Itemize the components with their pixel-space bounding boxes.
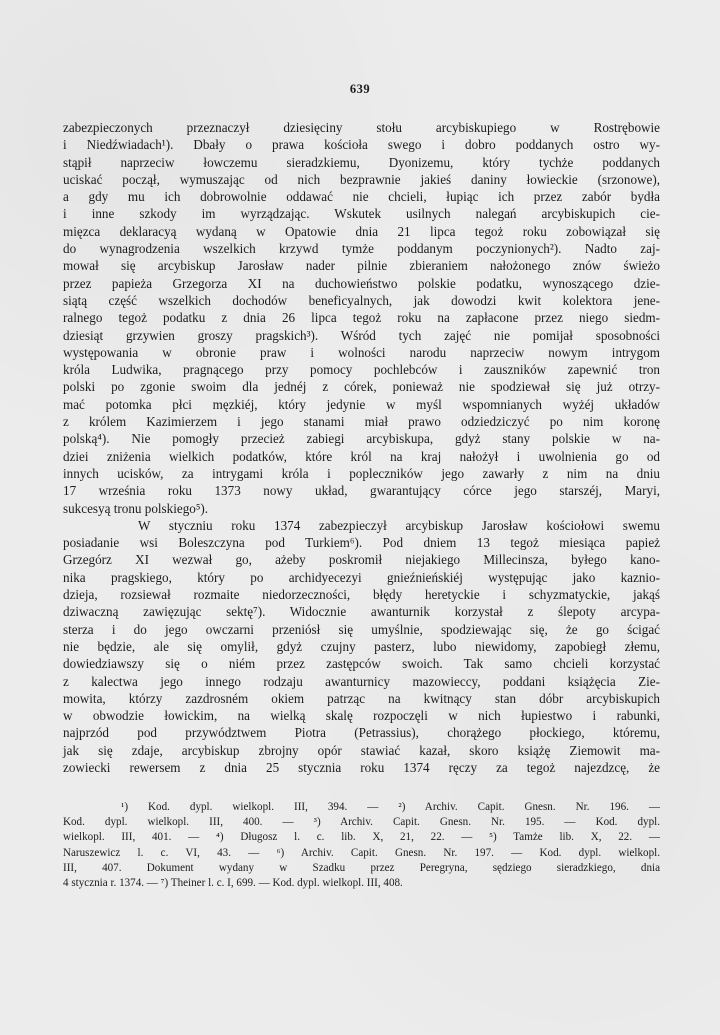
body-line: dzieja, rozsiewał rozmaite niedorzeczności, błędy heretyckie i schyzmatyckie, jakąś	[63, 587, 660, 603]
footnote-line: Naruszewicz l. c. VI, 43. — ⁶) Archiv. Capit. Gnesn. Nr. 197. — Kod. dypl. wielkopl.	[63, 846, 660, 859]
body-line: i inne szkody im wyrządzając. Wskutek usilnych nalegań arcybiskupich cie-	[63, 206, 660, 222]
body-line: a gdy mu ich dobrowolnie oddawać nie chcieli, łupiąc ich przez zabór bydła	[63, 189, 660, 205]
body-line: mował się arcybiskup Jarosław nader pilnie zbieraniem nałożonego znów świeżo	[63, 258, 660, 274]
body-line: do wynagrodzenia wszelkich krzywd tymże poddanym poczynionych²). Nadto zaj-	[63, 241, 660, 257]
body-text	[63, 119, 660, 776]
body-line: zowiecki rewersem z dnia 25 stycznia roku 1374 ręczy za tegoż najezdzcę, że	[63, 759, 660, 775]
body-line: z królem Kazimierzem i jego stanami miał prawo odziedziczyć po nim koronę	[63, 414, 660, 430]
body-line: sukcesyą tronu polskiego⁵).	[63, 500, 209, 516]
body-line: mać potomka płci męzkiéj, który jedynie w myśl wspomnianych wyżéj układów	[63, 396, 660, 412]
footnote-line: ¹) Kod. dypl. wielkopl. III, 394. — ²) Archiv. Capit. Gnesn. Nr. 196. —	[121, 801, 660, 813]
body-line: zabezpieczonych przeznaczył dziesięciny stołu arcybiskupiego w Rostrębowie	[63, 120, 660, 135]
body-line: nika pragskiego, który po archidyecezyi gnieźnieńskiéj występując jako kaznio-	[63, 569, 660, 585]
body-line: 17 września roku 1373 nowy układ, gwarantujący córce jego starszéj, Maryi,	[63, 483, 660, 499]
body-line: przez papieża Grzegorza XI na duchowieństwo polskie podatku, wynoszącego dzie-	[63, 275, 660, 291]
footnote-line: wielkopl. III, 401. — ⁴) Długosz l. c. lib. X, 21, 22. — ⁵) Tamże lib. X, 22. —	[63, 831, 660, 844]
body-line: innych ucisków, za intrygami króla i popleczników jego zawarły z nim na dniu	[63, 465, 660, 481]
body-line: i Niedźwiadach¹). Dbały o prawa kościoła swego i dobro poddanych ostro wy-	[63, 137, 660, 153]
page-number: 639	[349, 82, 371, 96]
body-line: dowiedziawszy się o niém przez zastępców swoich. Tak samo chcieli korzystać	[63, 656, 660, 672]
body-line: polską⁴). Nie pomogły przecież zabiegi arcybiskupa, gdyż stany polskie w na-	[63, 431, 660, 447]
body-line: jak się zdaje, arcybiskup zbrojny opór stawiać kazał, skoro książę Ziemowit ma-	[63, 742, 660, 758]
body-line: dziei zniżenia wielkich podatków, które król na kraj nałożył i uwolnienia go od	[63, 448, 660, 464]
body-line: Grzegórz XI wezwał go, ażeby poskromił niejakiego Millecinsza, byłego kano-	[63, 552, 660, 568]
body-line: mięzca deklaracyą wydaną w Opatowie dnia 21 lipca tegoż roku zobowiązał się	[63, 223, 660, 239]
body-line: nie będzie, ale się omylił, gdyż czujny pasterz, lubo niewidomy, zapobiegł złemu,	[63, 638, 660, 654]
body-line: polski po zgonie swoim dla jednéj z córek, ponieważ nie spodziewał się już otrzy-	[63, 379, 660, 395]
body-line: najprzód pod przywództwem Piotra (Petrassius), chorążego płockiego, któremu,	[63, 725, 660, 741]
footnote-line: Kod. dypl. wielkopl. III, 400. — ³) Archiv. Capit. Gnesn. Nr. 195. — Kod. dypl.	[63, 816, 660, 829]
body-line: ralnego tegoż podatku z dnia 26 lipca tegoż roku na zapłacone przez niego siedm-	[63, 310, 660, 326]
body-line: króla Ludwika, pragnącego przy pomocy pochlebców i zauszników zapewnić tron	[63, 362, 660, 378]
footnote-line: III, 407. Dokument wydany w Szadku przez Peregryna, sędziego sieradzkiego, dnia	[63, 861, 660, 874]
body-line: posiadanie wsi Boleszczyna pod Turkiem⁶). Pod dniem 13 tegoż miesiąca papież	[63, 535, 660, 551]
body-line: z kalectwa jego innego rodzaju awanturnicy mazowieccy, poddani książęcia Zie-	[63, 673, 660, 689]
body-line: w obwodzie łowickim, na wielką skalę rozpoczęli w nich łupiestwo i rabunki,	[63, 708, 660, 724]
footnote-line: 4 stycznia r. 1374. — ⁷) Theiner l. c. I, 699. — Kod. dypl. wielkopl. III, 408.	[63, 876, 403, 889]
body-line: występowania w obronie praw i wolności narodu naprzeciw nowym intrygom	[63, 344, 660, 360]
paragraph-start-line: W styczniu roku 1374 zabezpieczył arcybiskup Jarosław kościołowi swemu	[138, 517, 660, 533]
body-line: sterza i do jego owczarni przeniósł się umyślnie, spodziewając się, że go ścigać	[63, 621, 660, 637]
body-line: uciskać począł, wymuszając od nich bezprawnie jakieś daniny łowieckie (srzonowe),	[63, 171, 660, 187]
body-line: dziesiąt grzywien groszy pragskich³). Wśród tych zajęć nie pomijał sposobności	[63, 327, 660, 343]
footnotes	[63, 800, 660, 891]
body-line: siątą część wszelkich dochodów beneficyalnych, jak dowodzi kwit kolektora jene-	[63, 292, 660, 308]
body-line: mowita, którzy zazdrosném okiem patrząc na kwitnący stan dóbr arcybiskupich	[63, 690, 660, 706]
body-line: dziwaczną zawięzując sektę⁷). Widocznie awanturnik korzystał z ślepoty arcypa-	[63, 604, 660, 620]
body-line: stąpił naprzeciw łowczemu sieradzkiemu, Dyonizemu, który tychże poddanych	[63, 154, 660, 170]
